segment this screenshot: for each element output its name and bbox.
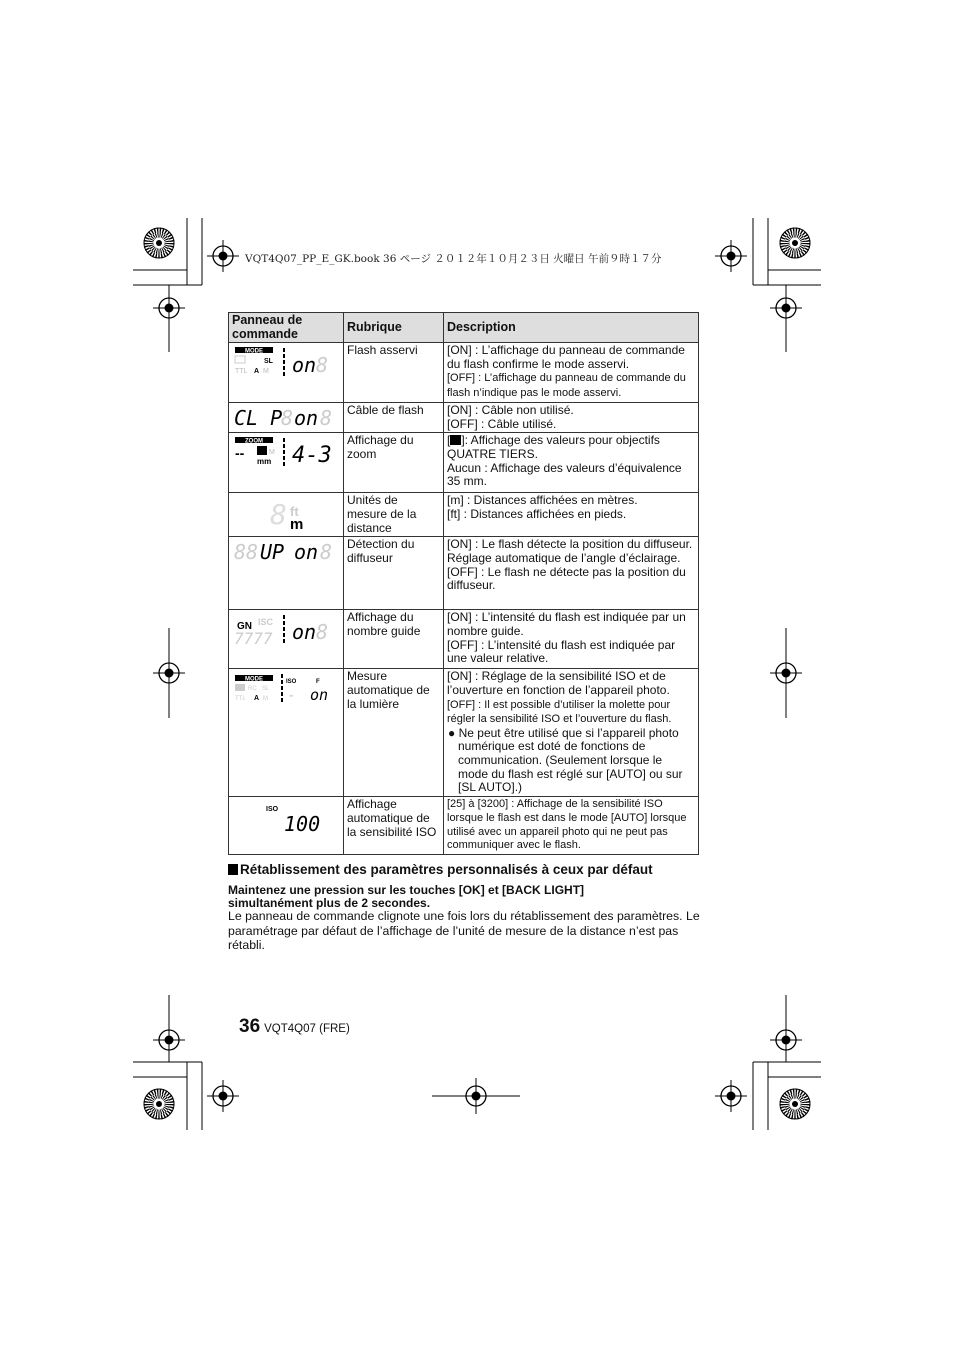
- panel-cell: [229, 669, 344, 797]
- column-header-panel: Panneau de commande: [229, 313, 344, 343]
- panel-cell: [229, 797, 344, 854]
- lcd-units-icon: [232, 494, 336, 530]
- svg-text:M: M: [269, 449, 275, 457]
- item-cell: Affichage automatique de la sensibilité ISO: [344, 797, 444, 854]
- square-bullet-icon: [228, 864, 238, 875]
- print-header: VQT4Q07_PP_E_GK.book 36 ページ ２０１２年１０月２３日 火曜日 午前９時１７分: [245, 253, 662, 265]
- list-item: [447, 727, 695, 795]
- svg-text:4-3: 4-3: [292, 443, 332, 469]
- instruction-line-1: Maintenez une pression sur les touches [OK] et [BACK LIGHT]: [228, 883, 585, 897]
- panel-cell: [229, 537, 344, 610]
- description-cell: [444, 493, 699, 537]
- description-line: [ON] : L’affichage du panneau de commande du flash confirme le mode asservi.: [447, 343, 685, 371]
- item-cell: Unités de mesure de la distance: [344, 493, 444, 537]
- svg-text:7777: 7777: [234, 629, 273, 648]
- panel-cell: [229, 610, 344, 669]
- svg-text:-: -: [287, 686, 297, 705]
- item-cell: Mesure automatique de la lumière: [344, 669, 444, 797]
- description-cell: [444, 343, 699, 403]
- table-row: [229, 797, 699, 854]
- column-header-description: Description: [444, 313, 699, 343]
- svg-text:TTL: TTL: [235, 696, 246, 703]
- svg-text:8: 8: [270, 498, 287, 531]
- svg-text:SL: SL: [262, 686, 270, 693]
- svg-text:CL P: CL P: [234, 406, 283, 431]
- description-line: [OFF] : L’affichage du panneau de commande du flash n’indique pas le mode asservi.: [447, 372, 686, 399]
- page-footer: [239, 1016, 350, 1038]
- section-paragraph: Le panneau de commande clignote une fois lors du rétablissement des paramètres. Le paramétrage par défaut de l’affichage de l’unité de mesure de la distance n’est pas rétabli.: [228, 909, 700, 952]
- page-number: 36: [239, 1016, 261, 1037]
- description-line: [OFF] : Il est possible d’utiliser la molette pour régler la sensibilité ISO et l’ouverture du flash.: [447, 698, 672, 726]
- section-title-text: Rétablissement des paramètres personnalisés à ceux par défaut: [240, 862, 653, 877]
- svg-text:8: 8: [320, 540, 333, 565]
- lcd-iso-icon: [232, 798, 336, 834]
- svg-text:on: on: [310, 686, 329, 705]
- svg-text:ISC: ISC: [258, 617, 274, 628]
- table-header-row: [229, 313, 699, 343]
- svg-text:on: on: [292, 353, 317, 378]
- svg-text:RC: RC: [248, 686, 257, 693]
- description-line: [m] : Distances affichées en mètres.: [447, 493, 638, 508]
- instruction-line-2: simultanément plus de 2 secondes.: [228, 896, 431, 910]
- lcd-auto-metering-icon: [232, 670, 336, 706]
- panel-cell: [229, 493, 344, 537]
- description-line: [ON] : L’intensité du flash est indiquée par un nombre guide.: [447, 610, 686, 638]
- panel-cell: [229, 403, 344, 433]
- bullet-text: Ne peut être utilisé que si l’appareil photo numérique est doté de fonctions de communication. (Seulement lorsque le mode du flash est réglé sur [AUTO] ou sur [SL AUTO].): [458, 725, 683, 795]
- description-line: [OFF] : Câble utilisé.: [447, 416, 557, 431]
- svg-text:F: F: [316, 679, 320, 686]
- svg-text:M: M: [263, 368, 269, 376]
- svg-text:ZOOM: ZOOM: [245, 438, 263, 445]
- svg-text:UP: UP: [260, 540, 285, 565]
- description-line: [25] à [3200] : Affichage de la sensibilité ISO lorsque le flash est dans le mode [AUTO] lorsque utilisé avec un appareil photo qui ne peut pas communiquer avec le flash.: [447, 798, 687, 852]
- item-cell: Affichage du nombre guide: [344, 610, 444, 669]
- description-cell: [444, 403, 699, 433]
- lcd-diffuser-icon: [232, 538, 336, 564]
- lcd-zoom-icon: [232, 434, 336, 470]
- svg-text:ISO: ISO: [286, 679, 297, 686]
- description-line: [OFF] : L’intensité du flash est indiquée par une valeur relative.: [447, 637, 676, 666]
- lcd-slave-mode-icon: [232, 344, 336, 380]
- panel-cell: [229, 433, 344, 493]
- table-row: [229, 403, 699, 433]
- panel-cell: [229, 343, 344, 403]
- lcd-guide-number-icon: [232, 611, 336, 647]
- table-row: [229, 610, 699, 669]
- description-cell: [444, 797, 699, 854]
- table-row: [229, 493, 699, 537]
- four-thirds-icon: [450, 435, 461, 445]
- description-cell: [444, 610, 699, 669]
- description-line: ]: Affichage des valeurs pour objectifs QUATRE TIERS.: [447, 433, 660, 461]
- item-cell: Affichage du zoom: [344, 433, 444, 493]
- svg-text:MODE: MODE: [245, 676, 263, 683]
- table-row: [229, 537, 699, 610]
- svg-text:on: on: [292, 620, 317, 645]
- svg-text:8: 8: [281, 406, 294, 431]
- svg-text:on: on: [294, 406, 319, 431]
- svg-text:8: 8: [320, 406, 333, 431]
- svg-text:8: 8: [316, 620, 329, 645]
- item-cell: Câble de flash: [344, 403, 444, 433]
- description-line: [OFF] : Le flash ne détecte pas la position du diffuseur.: [447, 564, 686, 593]
- svg-text:GN: GN: [237, 621, 252, 633]
- svg-text:A: A: [254, 695, 260, 703]
- svg-text:SL: SL: [264, 358, 273, 366]
- description-line: Aucun : Affichage des valeurs d’équivalence 35 mm.: [447, 460, 682, 489]
- svg-text:--: --: [235, 445, 245, 462]
- svg-text:m: m: [290, 516, 304, 531]
- table-row: [229, 343, 699, 403]
- svg-text:mm: mm: [257, 457, 272, 467]
- document-code: VQT4Q07 (FRE): [264, 1023, 350, 1035]
- svg-text:TTL: TTL: [235, 368, 248, 376]
- description-cell: [444, 433, 699, 493]
- svg-text:8: 8: [316, 353, 329, 378]
- svg-text:ISO: ISO: [266, 806, 279, 814]
- item-cell: Flash asservi: [344, 343, 444, 403]
- lcd-cable-icon: [232, 404, 336, 430]
- description-line: [ft] : Distances affichées en pieds.: [447, 506, 627, 521]
- svg-text:100: 100: [284, 812, 321, 835]
- column-header-item: Rubrique: [344, 313, 444, 343]
- description-line: [ON] : Réglage de la sensibilité ISO et de l’ouverture en fonction de l’appareil photo.: [447, 669, 670, 697]
- description-line: [ON] : Le flash détecte la position du diffuseur. Réglage automatique de l’angle d’éclairage.: [447, 537, 693, 565]
- svg-text:88: 88: [234, 540, 259, 565]
- description-prefix: [: [447, 433, 451, 448]
- svg-text:on: on: [294, 540, 319, 565]
- item-cell: Détection du diffuseur: [344, 537, 444, 610]
- settings-table: [228, 312, 699, 855]
- table-row: [229, 669, 699, 797]
- description-cell: [444, 537, 699, 610]
- description-cell: [444, 669, 699, 797]
- svg-text:MODE: MODE: [245, 348, 263, 355]
- svg-text:A: A: [254, 368, 260, 376]
- description-line: [ON] : Câble non utilisé.: [447, 403, 574, 418]
- section-title: [228, 862, 653, 877]
- bullet-icon: ●: [448, 725, 456, 740]
- svg-text:M: M: [263, 696, 268, 703]
- svg-text:ft: ft: [290, 504, 299, 520]
- table-row: [229, 433, 699, 493]
